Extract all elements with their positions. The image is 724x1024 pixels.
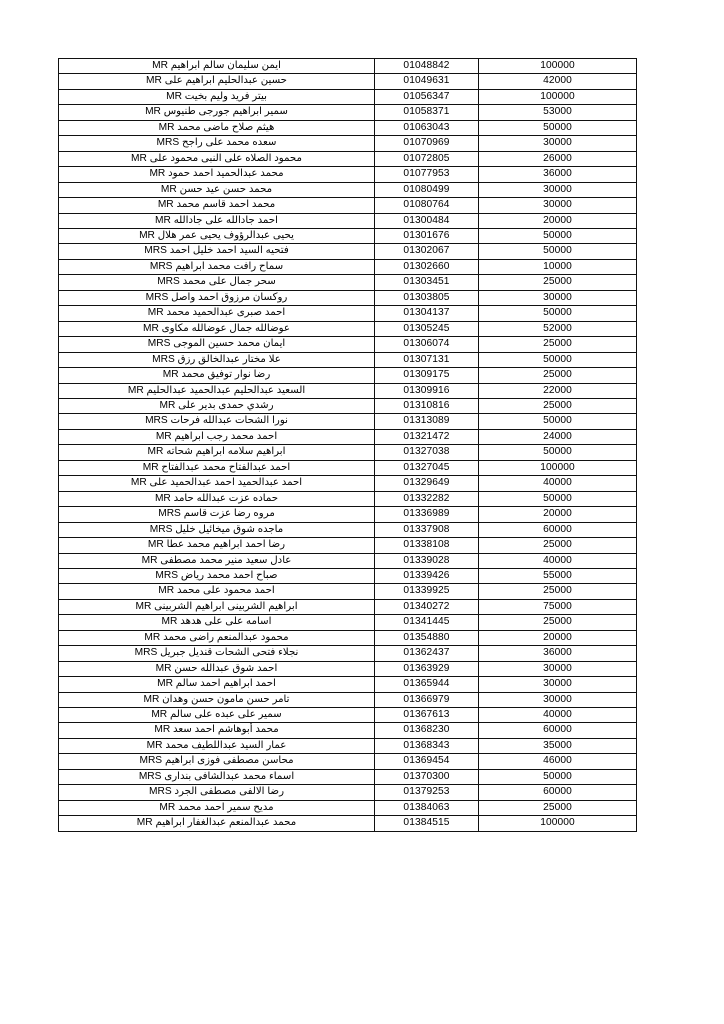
cell-code: 01072805 [375,151,479,166]
cell-amount: 42000 [479,74,637,89]
table-row [59,383,637,398]
cell-name: محمد عبدالمنعم عبدالغفار ابراهيم MR [59,816,375,831]
cell-name: سمير على عبده على سالم MR [59,708,375,723]
cell-amount: 50000 [479,244,637,259]
cell-amount: 30000 [479,136,637,151]
cell-code: 01384515 [375,816,479,831]
cell-code: 01080499 [375,182,479,197]
cell-name: مروه رضا عزت قاسم MRS [59,507,375,522]
cell-code: 01303451 [375,275,479,290]
table-row [59,723,637,738]
cell-amount: 50000 [479,414,637,429]
cell-amount: 36000 [479,646,637,661]
cell-name: ماجده شوق ميخائيل خليل MRS [59,522,375,537]
table-row [59,198,637,213]
cell-amount: 40000 [479,476,637,491]
cell-code: 01340272 [375,599,479,614]
table-row [59,599,637,614]
cell-code: 01362437 [375,646,479,661]
cell-name: احمد شوق عبدالله حسن MR [59,661,375,676]
cell-name: رضا نوار توفيق محمد MR [59,368,375,383]
cell-amount: 36000 [479,167,637,182]
cell-amount: 75000 [479,599,637,614]
cell-code: 01363929 [375,661,479,676]
cell-code: 01354880 [375,630,479,645]
table-row [59,275,637,290]
cell-code: 01056347 [375,89,479,104]
table-row [59,182,637,197]
cell-code: 01327038 [375,445,479,460]
table-row [59,445,637,460]
cell-code: 01048842 [375,59,479,74]
cell-amount: 50000 [479,769,637,784]
cell-amount: 50000 [479,445,637,460]
table-row [59,785,637,800]
cell-name: محمد حسن عيد حسن MR [59,182,375,197]
cell-code: 01309175 [375,368,479,383]
table-row [59,259,637,274]
cell-amount: 100000 [479,460,637,475]
table-row [59,816,637,831]
table-row [59,105,637,120]
table-row [59,800,637,815]
cell-amount: 40000 [479,553,637,568]
cell-code: 01339426 [375,568,479,583]
cell-amount: 26000 [479,151,637,166]
cell-amount: 24000 [479,429,637,444]
cell-amount: 25000 [479,800,637,815]
cell-amount: 30000 [479,182,637,197]
table-row [59,507,637,522]
cell-code: 01307131 [375,352,479,367]
table-row [59,522,637,537]
cell-amount: 22000 [479,383,637,398]
cell-amount: 60000 [479,522,637,537]
cell-name: احمد محمود على محمد MR [59,584,375,599]
cell-amount: 100000 [479,816,637,831]
cell-amount: 53000 [479,105,637,120]
records-table [58,58,637,832]
cell-code: 01337908 [375,522,479,537]
table-row [59,89,637,104]
cell-name: احمد عبدالحميد احمد عبدالحميد على MR [59,476,375,491]
table-row [59,491,637,506]
cell-amount: 25000 [479,275,637,290]
cell-code: 01370300 [375,769,479,784]
cell-code: 01302660 [375,259,479,274]
table-row [59,151,637,166]
cell-code: 01310816 [375,398,479,413]
table-row [59,352,637,367]
cell-name: عوضالله جمال عوضالله مكاوى MR [59,321,375,336]
cell-code: 01306074 [375,337,479,352]
table-row [59,568,637,583]
cell-amount: 46000 [479,754,637,769]
cell-name: سمير ابراهيم جورجى طنيوس MR [59,105,375,120]
cell-amount: 25000 [479,337,637,352]
table-row [59,213,637,228]
cell-code: 01301676 [375,228,479,243]
cell-name: اسامه على على هدهد MR [59,615,375,630]
cell-name: محمد احمد قاسم محمد MR [59,198,375,213]
table-row [59,692,637,707]
cell-name: حسين عبدالحليم ابراهيم على MR [59,74,375,89]
cell-amount: 60000 [479,785,637,800]
cell-code: 01302067 [375,244,479,259]
cell-name: مديح سمير احمد محمد MR [59,800,375,815]
cell-code: 01339925 [375,584,479,599]
table-row [59,74,637,89]
cell-code: 01070969 [375,136,479,151]
cell-code: 01080764 [375,198,479,213]
cell-name: احمد ابراهيم احمد سالم MR [59,677,375,692]
table-row [59,661,637,676]
cell-amount: 100000 [479,59,637,74]
cell-code: 01367613 [375,708,479,723]
cell-name: حماده عزت عبدالله حامد MR [59,491,375,506]
table-row [59,59,637,74]
cell-code: 01341445 [375,615,479,630]
cell-name: عادل سعيد منير محمد مصطفى MR [59,553,375,568]
table-row [59,738,637,753]
table-row [59,414,637,429]
cell-name: سعده محمد على راجح MRS [59,136,375,151]
cell-amount: 25000 [479,538,637,553]
cell-code: 01336989 [375,507,479,522]
cell-code: 01339028 [375,553,479,568]
cell-amount: 25000 [479,615,637,630]
table-row [59,553,637,568]
cell-amount: 10000 [479,259,637,274]
cell-name: ابراهيم الشربينى ابراهيم الشربينى MR [59,599,375,614]
cell-name: رضا الالفى مصطفى الجرد MRS [59,785,375,800]
table-row [59,321,637,336]
cell-code: 01058371 [375,105,479,120]
table-body [59,59,637,832]
cell-amount: 100000 [479,89,637,104]
cell-name: روكسان مرزوق احمد واصل MRS [59,290,375,305]
cell-name: صباح احمد محمد رياض MRS [59,568,375,583]
cell-amount: 30000 [479,677,637,692]
cell-amount: 50000 [479,491,637,506]
cell-amount: 25000 [479,398,637,413]
cell-code: 01368343 [375,738,479,753]
cell-amount: 30000 [479,661,637,676]
cell-name: محمود عبدالمنعم راضى محمد MR [59,630,375,645]
cell-name: ايمن سليمان سالم ابراهيم MR [59,59,375,74]
table-row [59,337,637,352]
cell-name: نورا الشحات عبدالله فرحات MRS [59,414,375,429]
table-row [59,538,637,553]
table-container [58,58,636,832]
cell-name: فتحيه السيد احمد خليل احمد MRS [59,244,375,259]
cell-amount: 20000 [479,630,637,645]
table-row [59,228,637,243]
table-row [59,136,637,151]
table-row [59,476,637,491]
table-row [59,398,637,413]
table-row [59,677,637,692]
cell-name: سماح رافت محمد ابراهيم MRS [59,259,375,274]
table-row [59,368,637,383]
cell-name: محاسن مصطفى فوزى ابراهيم MRS [59,754,375,769]
cell-code: 01379253 [375,785,479,800]
cell-name: نجلاء فتحى الشحات قنديل جبريل MRS [59,646,375,661]
cell-code: 01077953 [375,167,479,182]
table-row [59,615,637,630]
cell-code: 01309916 [375,383,479,398]
cell-name: ايمان محمد حسين الموجى MRS [59,337,375,352]
cell-amount: 55000 [479,568,637,583]
cell-code: 01327045 [375,460,479,475]
cell-code: 01305245 [375,321,479,336]
cell-amount: 52000 [479,321,637,336]
cell-amount: 30000 [479,692,637,707]
cell-code: 01338108 [375,538,479,553]
cell-name: سحر جمال على محمد MRS [59,275,375,290]
cell-amount: 50000 [479,306,637,321]
cell-amount: 25000 [479,584,637,599]
cell-name: يحيى عبدالرؤوف يحيى عمر هلال MR [59,228,375,243]
cell-name: محمد أبوهاشم احمد سعد MR [59,723,375,738]
cell-name: بيتر فريد وليم بخيت MR [59,89,375,104]
table-row [59,306,637,321]
cell-code: 01321472 [375,429,479,444]
cell-code: 01365944 [375,677,479,692]
table-row [59,460,637,475]
table-row [59,120,637,135]
cell-amount: 50000 [479,120,637,135]
cell-amount: 50000 [479,352,637,367]
table-row [59,769,637,784]
cell-amount: 20000 [479,507,637,522]
cell-name: تامر حسن مامون حسن وهدان MR [59,692,375,707]
cell-name: اسماء محمد عبدالشافى بندارى MRS [59,769,375,784]
cell-code: 01300484 [375,213,479,228]
cell-amount: 60000 [479,723,637,738]
cell-name: رضا احمد ابراهيم محمد عطا MR [59,538,375,553]
cell-code: 01366979 [375,692,479,707]
cell-name: محمود الصلاه على النبى محمود على MR [59,151,375,166]
cell-code: 01063043 [375,120,479,135]
cell-code: 01384063 [375,800,479,815]
cell-amount: 25000 [479,368,637,383]
cell-name: رشدي حمدى بدير على MR [59,398,375,413]
cell-name: السعيد عبدالحليم عبدالحميد عبدالحليم MR [59,383,375,398]
cell-code: 01049631 [375,74,479,89]
cell-amount: 30000 [479,198,637,213]
table-row [59,290,637,305]
cell-code: 01368230 [375,723,479,738]
cell-code: 01332282 [375,491,479,506]
table-row [59,708,637,723]
table-row [59,167,637,182]
cell-amount: 40000 [479,708,637,723]
cell-name: ابراهيم سلامه ابراهيم شحاته MR [59,445,375,460]
cell-code: 01369454 [375,754,479,769]
table-row [59,584,637,599]
table-row [59,646,637,661]
cell-name: احمد عبدالفتاح محمد عبدالفتاح MR [59,460,375,475]
cell-name: احمد محمد رجب ابراهيم MR [59,429,375,444]
cell-name: محمد عبدالحميد احمد حمود MR [59,167,375,182]
cell-code: 01303805 [375,290,479,305]
cell-name: احمد صبرى عبدالحميد محمد MR [59,306,375,321]
cell-name: احمد جادالله على جادالله MR [59,213,375,228]
cell-amount: 50000 [479,228,637,243]
cell-code: 01313089 [375,414,479,429]
table-row [59,630,637,645]
cell-amount: 35000 [479,738,637,753]
cell-amount: 20000 [479,213,637,228]
cell-code: 01304137 [375,306,479,321]
table-row [59,429,637,444]
cell-amount: 30000 [479,290,637,305]
cell-name: هيثم صلاح ماضى محمد MR [59,120,375,135]
table-row [59,244,637,259]
cell-name: عمار السيد عبداللطيف محمد MR [59,738,375,753]
cell-name: علا مختار عبدالخالق رزق MRS [59,352,375,367]
table-row [59,754,637,769]
cell-code: 01329649 [375,476,479,491]
